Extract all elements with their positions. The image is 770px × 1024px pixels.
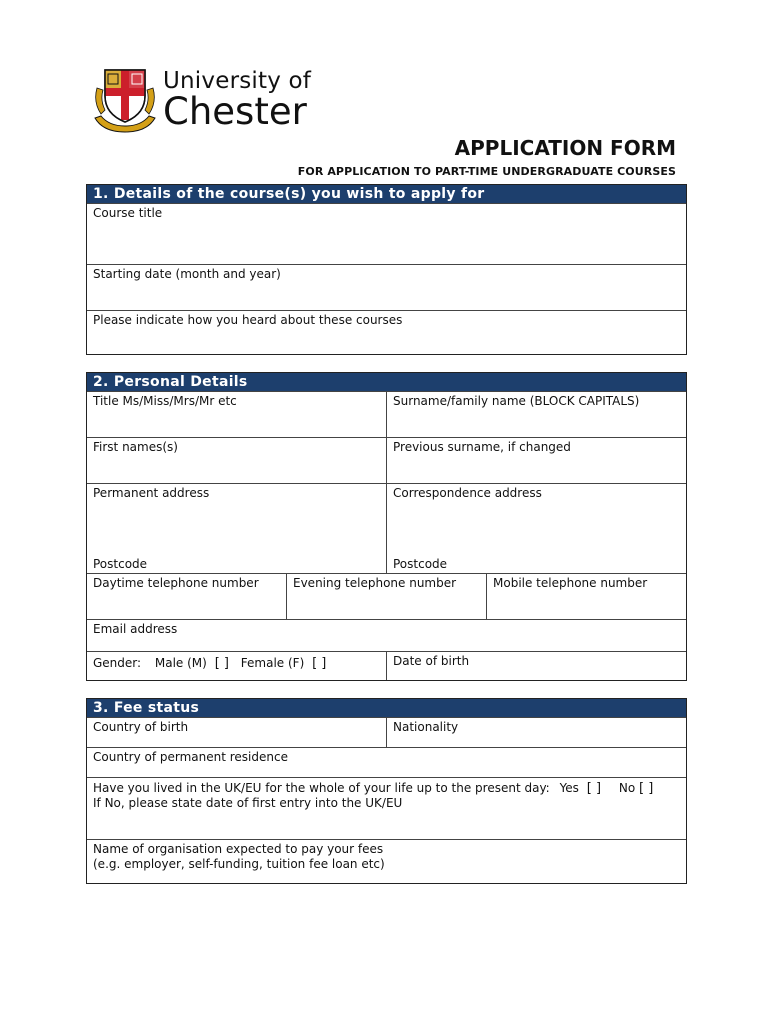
course-title-field[interactable] — [87, 204, 686, 264]
previous-surname-field[interactable] — [386, 438, 686, 483]
section-2-header: 2. Personal Details — [87, 373, 686, 391]
section-course-details — [86, 184, 687, 355]
date-of-birth-field[interactable] — [386, 652, 686, 680]
mobile-phone-label: Mobile telephone number — [493, 576, 648, 590]
lived-in-uk-field — [87, 778, 686, 839]
organisation-field[interactable] — [87, 840, 686, 883]
evening-phone-label: Evening telephone number — [293, 576, 457, 590]
organisation-row — [87, 839, 686, 883]
section-personal-details — [86, 372, 687, 681]
correspondence-postcode-label: Postcode — [393, 557, 448, 571]
permanent-postcode-label: Postcode — [93, 557, 148, 571]
male-label: Male (M) — [154, 656, 207, 670]
lived-question-label: Have you lived in the UK/EU for the whole of your life up to the present day: — [93, 781, 550, 795]
email-row — [87, 619, 686, 651]
residence-row — [87, 747, 686, 777]
form-title: APPLICATION FORM — [454, 136, 676, 160]
logo-text-university-of: University of — [163, 68, 312, 94]
gender-field — [87, 652, 386, 680]
first-names-row — [87, 437, 686, 483]
female-checkbox[interactable]: [ ] — [312, 656, 327, 671]
country-of-birth-field[interactable] — [87, 718, 386, 747]
title-field[interactable] — [87, 392, 386, 437]
email-label: Email address — [93, 622, 178, 636]
gender-dob-row — [87, 651, 686, 680]
daytime-phone-label: Daytime telephone number — [93, 576, 259, 590]
birth-nationality-row — [87, 717, 686, 747]
heard-about-label: Please indicate how you heard about these courses — [93, 313, 403, 327]
starting-date-row — [87, 264, 686, 310]
evening-phone-field[interactable] — [286, 574, 486, 619]
surname-label: Surname/family name (BLOCK CAPITALS) — [393, 394, 640, 408]
correspondence-address-label: Correspondence address — [393, 486, 542, 500]
if-no-label: If No, please state date of first entry into the UK/EU — [93, 796, 403, 810]
heard-about-field[interactable] — [87, 311, 686, 354]
country-residence-label: Country of permanent residence — [93, 750, 288, 764]
course-title-row — [87, 203, 686, 264]
address-row — [87, 483, 686, 573]
no-label: No — [618, 781, 636, 795]
first-names-field[interactable] — [87, 438, 386, 483]
lived-in-uk-row — [87, 777, 686, 839]
starting-date-label: Starting date (month and year) — [93, 267, 281, 281]
previous-surname-label: Previous surname, if changed — [393, 440, 571, 454]
logo-text-chester: Chester — [163, 90, 307, 133]
date-of-birth-label: Date of birth — [393, 654, 470, 668]
section-1-header: 1. Details of the course(s) you wish to apply for — [87, 185, 686, 203]
no-checkbox[interactable]: [ ] — [639, 781, 654, 796]
section-fee-status — [86, 698, 687, 884]
yes-label: Yes — [559, 781, 579, 795]
name-title-row — [87, 391, 686, 437]
surname-field[interactable] — [386, 392, 686, 437]
form-subtitle: FOR APPLICATION TO PART-TIME UNDERGRADUATE COURSES — [297, 165, 676, 178]
telephone-row — [87, 573, 686, 619]
correspondence-address-field[interactable] — [386, 484, 686, 573]
country-residence-field[interactable] — [87, 748, 686, 777]
university-crest-icon — [93, 66, 157, 134]
mobile-phone-field[interactable] — [486, 574, 686, 619]
permanent-address-label: Permanent address — [93, 486, 210, 500]
organisation-label-line1: Name of organisation expected to pay your fees — [93, 842, 384, 856]
section-3-header: 3. Fee status — [87, 699, 686, 717]
title-label: Title Ms/Miss/Mrs/Mr etc — [93, 394, 237, 408]
permanent-address-field[interactable] — [87, 484, 386, 573]
nationality-field[interactable] — [386, 718, 686, 747]
university-logo — [93, 66, 311, 134]
daytime-phone-field[interactable] — [87, 574, 286, 619]
male-checkbox[interactable]: [ ] — [214, 656, 229, 671]
female-label: Female (F) — [240, 656, 305, 670]
yes-checkbox[interactable]: [ ] — [586, 781, 602, 796]
organisation-label-line2: (e.g. employer, self-funding, tuition fee loan etc) — [93, 857, 385, 871]
gender-label: Gender: — [93, 656, 142, 670]
starting-date-field[interactable] — [87, 265, 686, 310]
course-title-label: Course title — [93, 206, 163, 220]
heard-about-row — [87, 310, 686, 354]
nationality-label: Nationality — [393, 720, 459, 734]
email-field[interactable] — [87, 620, 686, 651]
first-names-label: First names(s) — [93, 440, 178, 454]
country-of-birth-label: Country of birth — [93, 720, 189, 734]
